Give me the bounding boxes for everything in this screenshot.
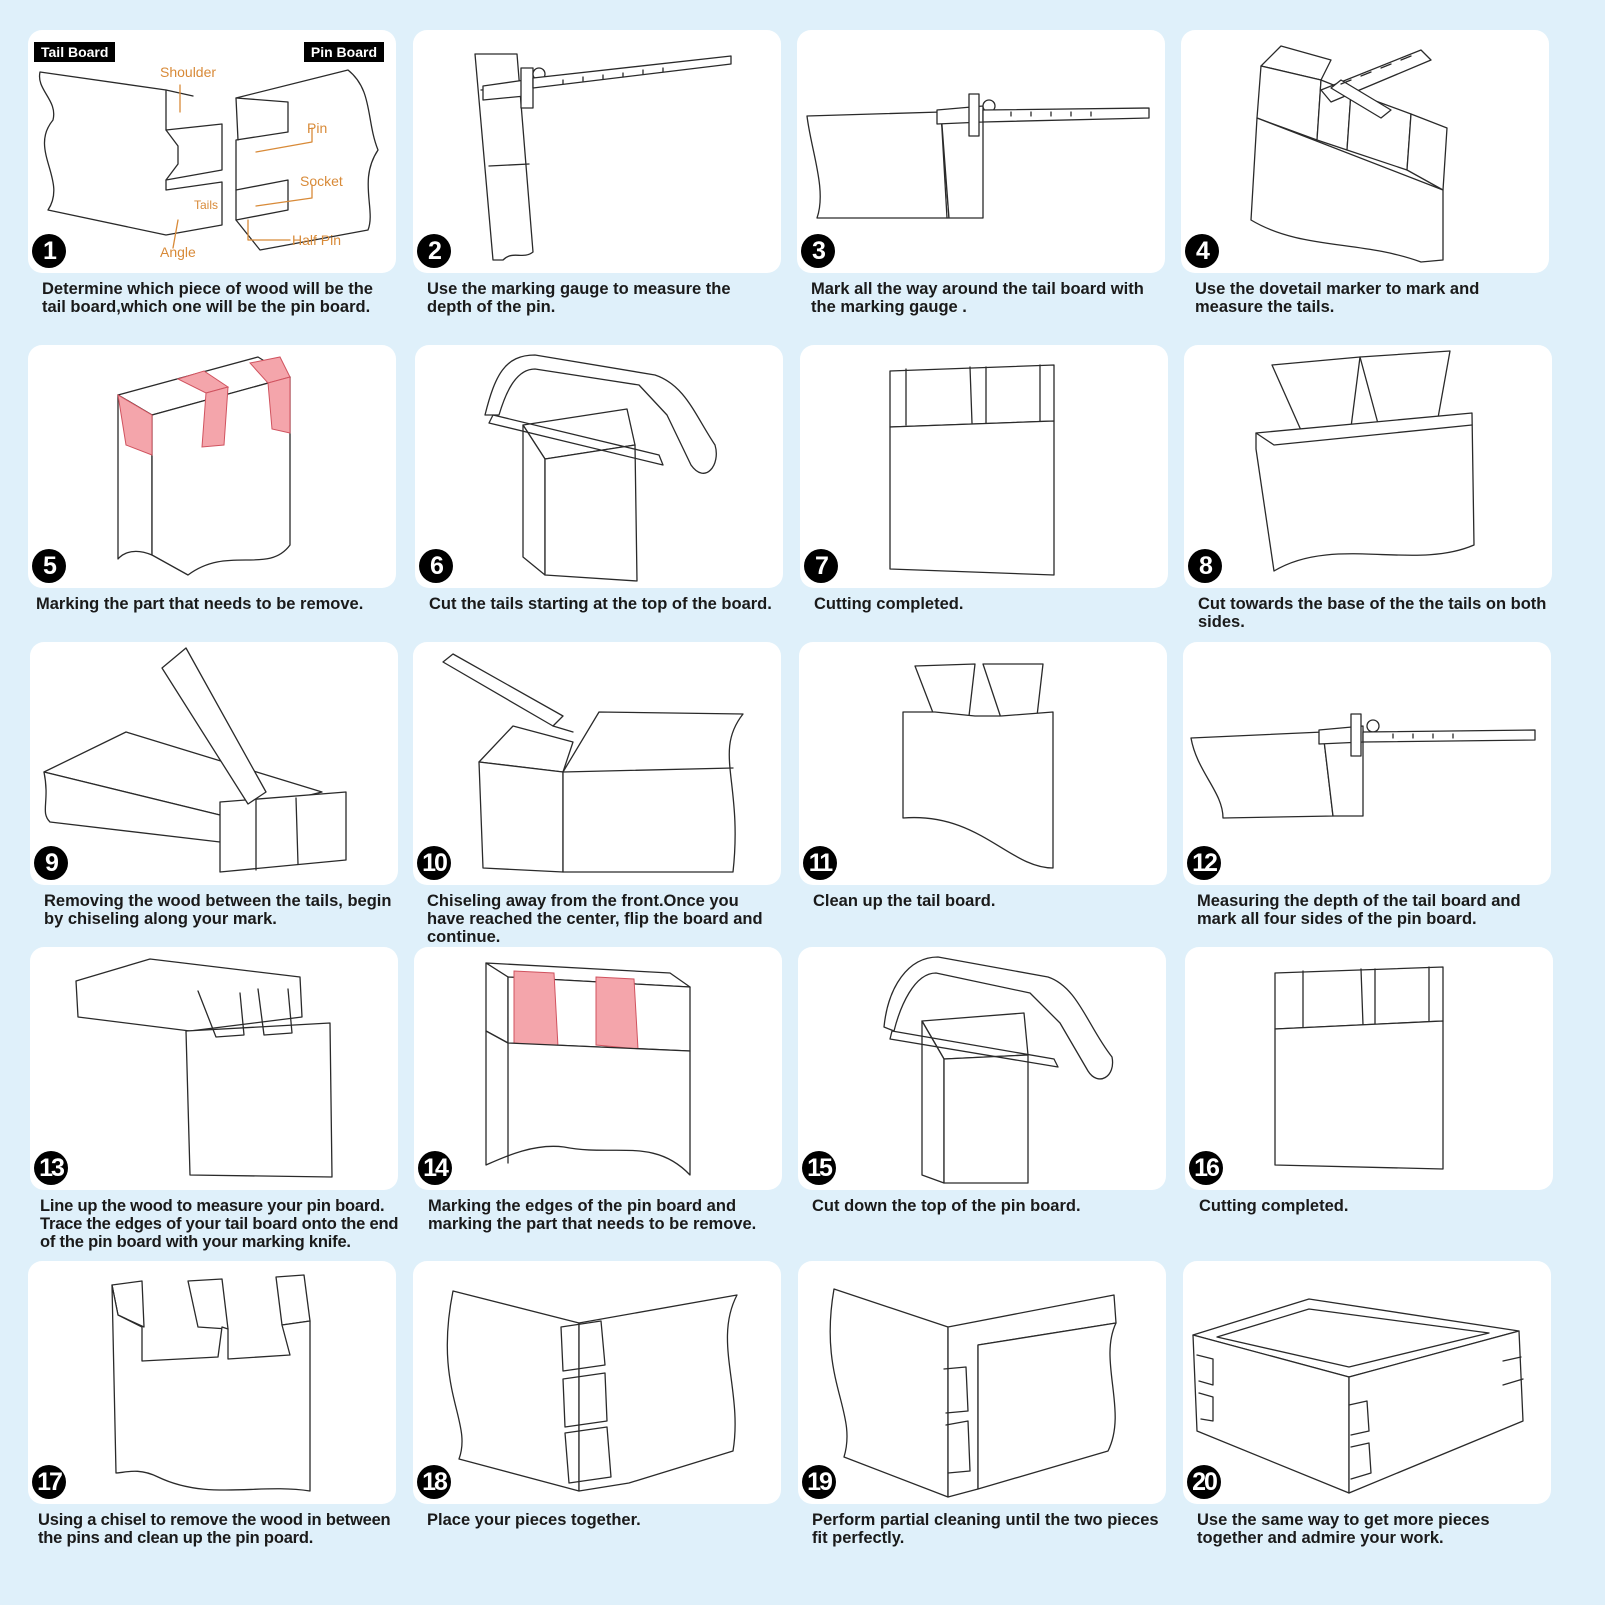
step-number-badge: 19 bbox=[802, 1465, 836, 1499]
step-12 bbox=[1183, 642, 1555, 942]
step-number-badge: 11 bbox=[803, 846, 837, 880]
tails-label: Tails bbox=[194, 198, 219, 212]
pin-label: Pin bbox=[307, 120, 328, 136]
marked-tail-board-drawing bbox=[28, 345, 396, 588]
shoulder-label: Shoulder bbox=[160, 64, 217, 80]
step-11 bbox=[799, 642, 1171, 942]
step-number-badge: 9 bbox=[34, 846, 68, 880]
step-13-illustration bbox=[30, 947, 398, 1190]
step-17-illustration bbox=[28, 1261, 396, 1504]
step-1-illustration bbox=[28, 30, 396, 273]
step-caption: Line up the wood to measure your pin board. Trace the edges of your tail board onto the end of the pin board with your marking knife. bbox=[40, 1197, 399, 1251]
step-caption: Use the same way to get more pieces together and admire your work. bbox=[1197, 1511, 1490, 1547]
tail-board-tag: Tail Board bbox=[34, 42, 115, 62]
step-14-illustration bbox=[414, 947, 782, 1190]
step-number-badge: 8 bbox=[1188, 549, 1222, 583]
step-19-illustration bbox=[798, 1261, 1166, 1504]
step-number-badge: 17 bbox=[32, 1465, 66, 1499]
step-5-illustration bbox=[28, 345, 396, 588]
step-number-badge: 5 bbox=[32, 549, 66, 583]
step-4-illustration bbox=[1181, 30, 1549, 273]
step-1 bbox=[28, 30, 400, 330]
step-13 bbox=[30, 947, 402, 1251]
step-7-illustration bbox=[800, 345, 1168, 588]
cut-tail-board-drawing bbox=[800, 345, 1168, 588]
step-caption: Cutting completed. bbox=[814, 595, 964, 613]
marking-gauge-vertical-board-drawing bbox=[413, 30, 781, 273]
step-3-illustration bbox=[797, 30, 1165, 273]
step-9-illustration bbox=[30, 642, 398, 885]
step-caption: Removing the wood between the tails, begin by chiseling along your mark. bbox=[44, 892, 392, 928]
fitted-joint-drawing bbox=[798, 1261, 1166, 1504]
step-11-illustration bbox=[799, 642, 1167, 885]
step-caption: Cut down the top of the pin board. bbox=[812, 1197, 1081, 1215]
trace-tail-onto-pin-drawing bbox=[30, 947, 398, 1190]
step-12-illustration bbox=[1183, 642, 1551, 885]
step-10 bbox=[413, 642, 785, 946]
marked-pin-board-drawing bbox=[414, 947, 782, 1190]
finished-box-drawing bbox=[1183, 1261, 1551, 1504]
step-number-badge: 4 bbox=[1185, 234, 1219, 268]
step-19 bbox=[798, 1261, 1170, 1561]
step-7 bbox=[800, 345, 1172, 645]
step-caption: Chiseling away from the front.Once you have reached the center, flip the board and continue. bbox=[427, 892, 763, 946]
step-number-badge: 1 bbox=[32, 234, 66, 268]
step-caption: Marking the part that needs to be remove. bbox=[36, 595, 364, 613]
step-number-badge: 15 bbox=[802, 1151, 836, 1185]
step-caption: Marking the edges of the pin board and marking the part that needs to be remove. bbox=[428, 1197, 757, 1233]
dovetail-marker-drawing bbox=[1181, 30, 1549, 273]
step-number-badge: 12 bbox=[1187, 846, 1221, 880]
socket-label: Socket bbox=[300, 173, 343, 189]
step-number-badge: 6 bbox=[419, 549, 453, 583]
step-14 bbox=[414, 947, 786, 1247]
step-number-badge: 16 bbox=[1189, 1151, 1223, 1185]
step-number-badge: 7 bbox=[804, 549, 838, 583]
clean-tail-board-drawing bbox=[799, 642, 1167, 885]
step-caption: Measuring the depth of the tail board and mark all four sides of the pin board. bbox=[1197, 892, 1521, 928]
step-20 bbox=[1183, 1261, 1555, 1561]
step-16 bbox=[1185, 947, 1557, 1247]
chiseling-tails-drawing bbox=[30, 642, 398, 885]
step-caption: Cut towards the base of the the tails on both sides. bbox=[1198, 595, 1547, 631]
step-10-illustration bbox=[413, 642, 781, 885]
angle-label: Angle bbox=[160, 244, 196, 260]
step-caption: Use the dovetail marker to mark and measure the tails. bbox=[1195, 280, 1480, 316]
pieces-together-drawing bbox=[413, 1261, 781, 1504]
saw-cutting-pins-drawing bbox=[798, 947, 1166, 1190]
step-2-illustration bbox=[413, 30, 781, 273]
cut-pin-board-drawing bbox=[1185, 947, 1553, 1190]
step-number-badge: 20 bbox=[1187, 1465, 1221, 1499]
step-number-badge: 18 bbox=[417, 1465, 451, 1499]
step-number-badge: 10 bbox=[417, 846, 451, 880]
step-caption: Mark all the way around the tail board with the marking gauge . bbox=[811, 280, 1144, 316]
step-caption: Use the marking gauge to measure the depth of the pin. bbox=[427, 280, 731, 316]
step-5 bbox=[28, 345, 400, 645]
step-4 bbox=[1181, 30, 1553, 330]
step-caption: Clean up the tail board. bbox=[813, 892, 996, 910]
step-8-illustration bbox=[1184, 345, 1552, 588]
step-2 bbox=[413, 30, 785, 330]
pin-board-tag: Pin Board bbox=[304, 42, 384, 62]
saw-cutting-tails-drawing bbox=[415, 345, 783, 588]
step-number-badge: 13 bbox=[34, 1151, 68, 1185]
marking-gauge-pin-board-drawing bbox=[1183, 642, 1551, 885]
step-caption: Determine which piece of wood will be the tail board,which one will be the pin board. bbox=[42, 280, 373, 316]
step-8 bbox=[1184, 345, 1556, 645]
step-6 bbox=[415, 345, 787, 645]
step-number-badge: 2 bbox=[417, 234, 451, 268]
marking-gauge-horizontal-board-drawing bbox=[797, 30, 1165, 273]
step-20-illustration bbox=[1183, 1261, 1551, 1504]
half-pin-label: Half Pin bbox=[292, 232, 342, 248]
step-18 bbox=[413, 1261, 785, 1561]
step-6-illustration bbox=[415, 345, 783, 588]
chiseling-front-drawing bbox=[413, 642, 781, 885]
step-3 bbox=[797, 30, 1169, 330]
step-15-illustration bbox=[798, 947, 1166, 1190]
step-18-illustration bbox=[413, 1261, 781, 1504]
step-caption: Perform partial cleaning until the two pieces fit perfectly. bbox=[812, 1511, 1159, 1547]
step-17 bbox=[28, 1261, 400, 1561]
step-caption: Using a chisel to remove the wood in between the pins and clean up the pin poard. bbox=[38, 1511, 391, 1547]
cut-tail-base-drawing bbox=[1184, 345, 1552, 588]
step-caption: Cutting completed. bbox=[1199, 1197, 1349, 1215]
step-number-badge: 3 bbox=[801, 234, 835, 268]
step-9 bbox=[30, 642, 402, 942]
cleaned-pin-board-drawing bbox=[28, 1261, 396, 1504]
step-16-illustration bbox=[1185, 947, 1553, 1190]
step-number-badge: 14 bbox=[418, 1151, 452, 1185]
step-caption: Place your pieces together. bbox=[427, 1511, 641, 1529]
step-15 bbox=[798, 947, 1170, 1247]
step-caption: Cut the tails starting at the top of the board. bbox=[429, 595, 772, 613]
